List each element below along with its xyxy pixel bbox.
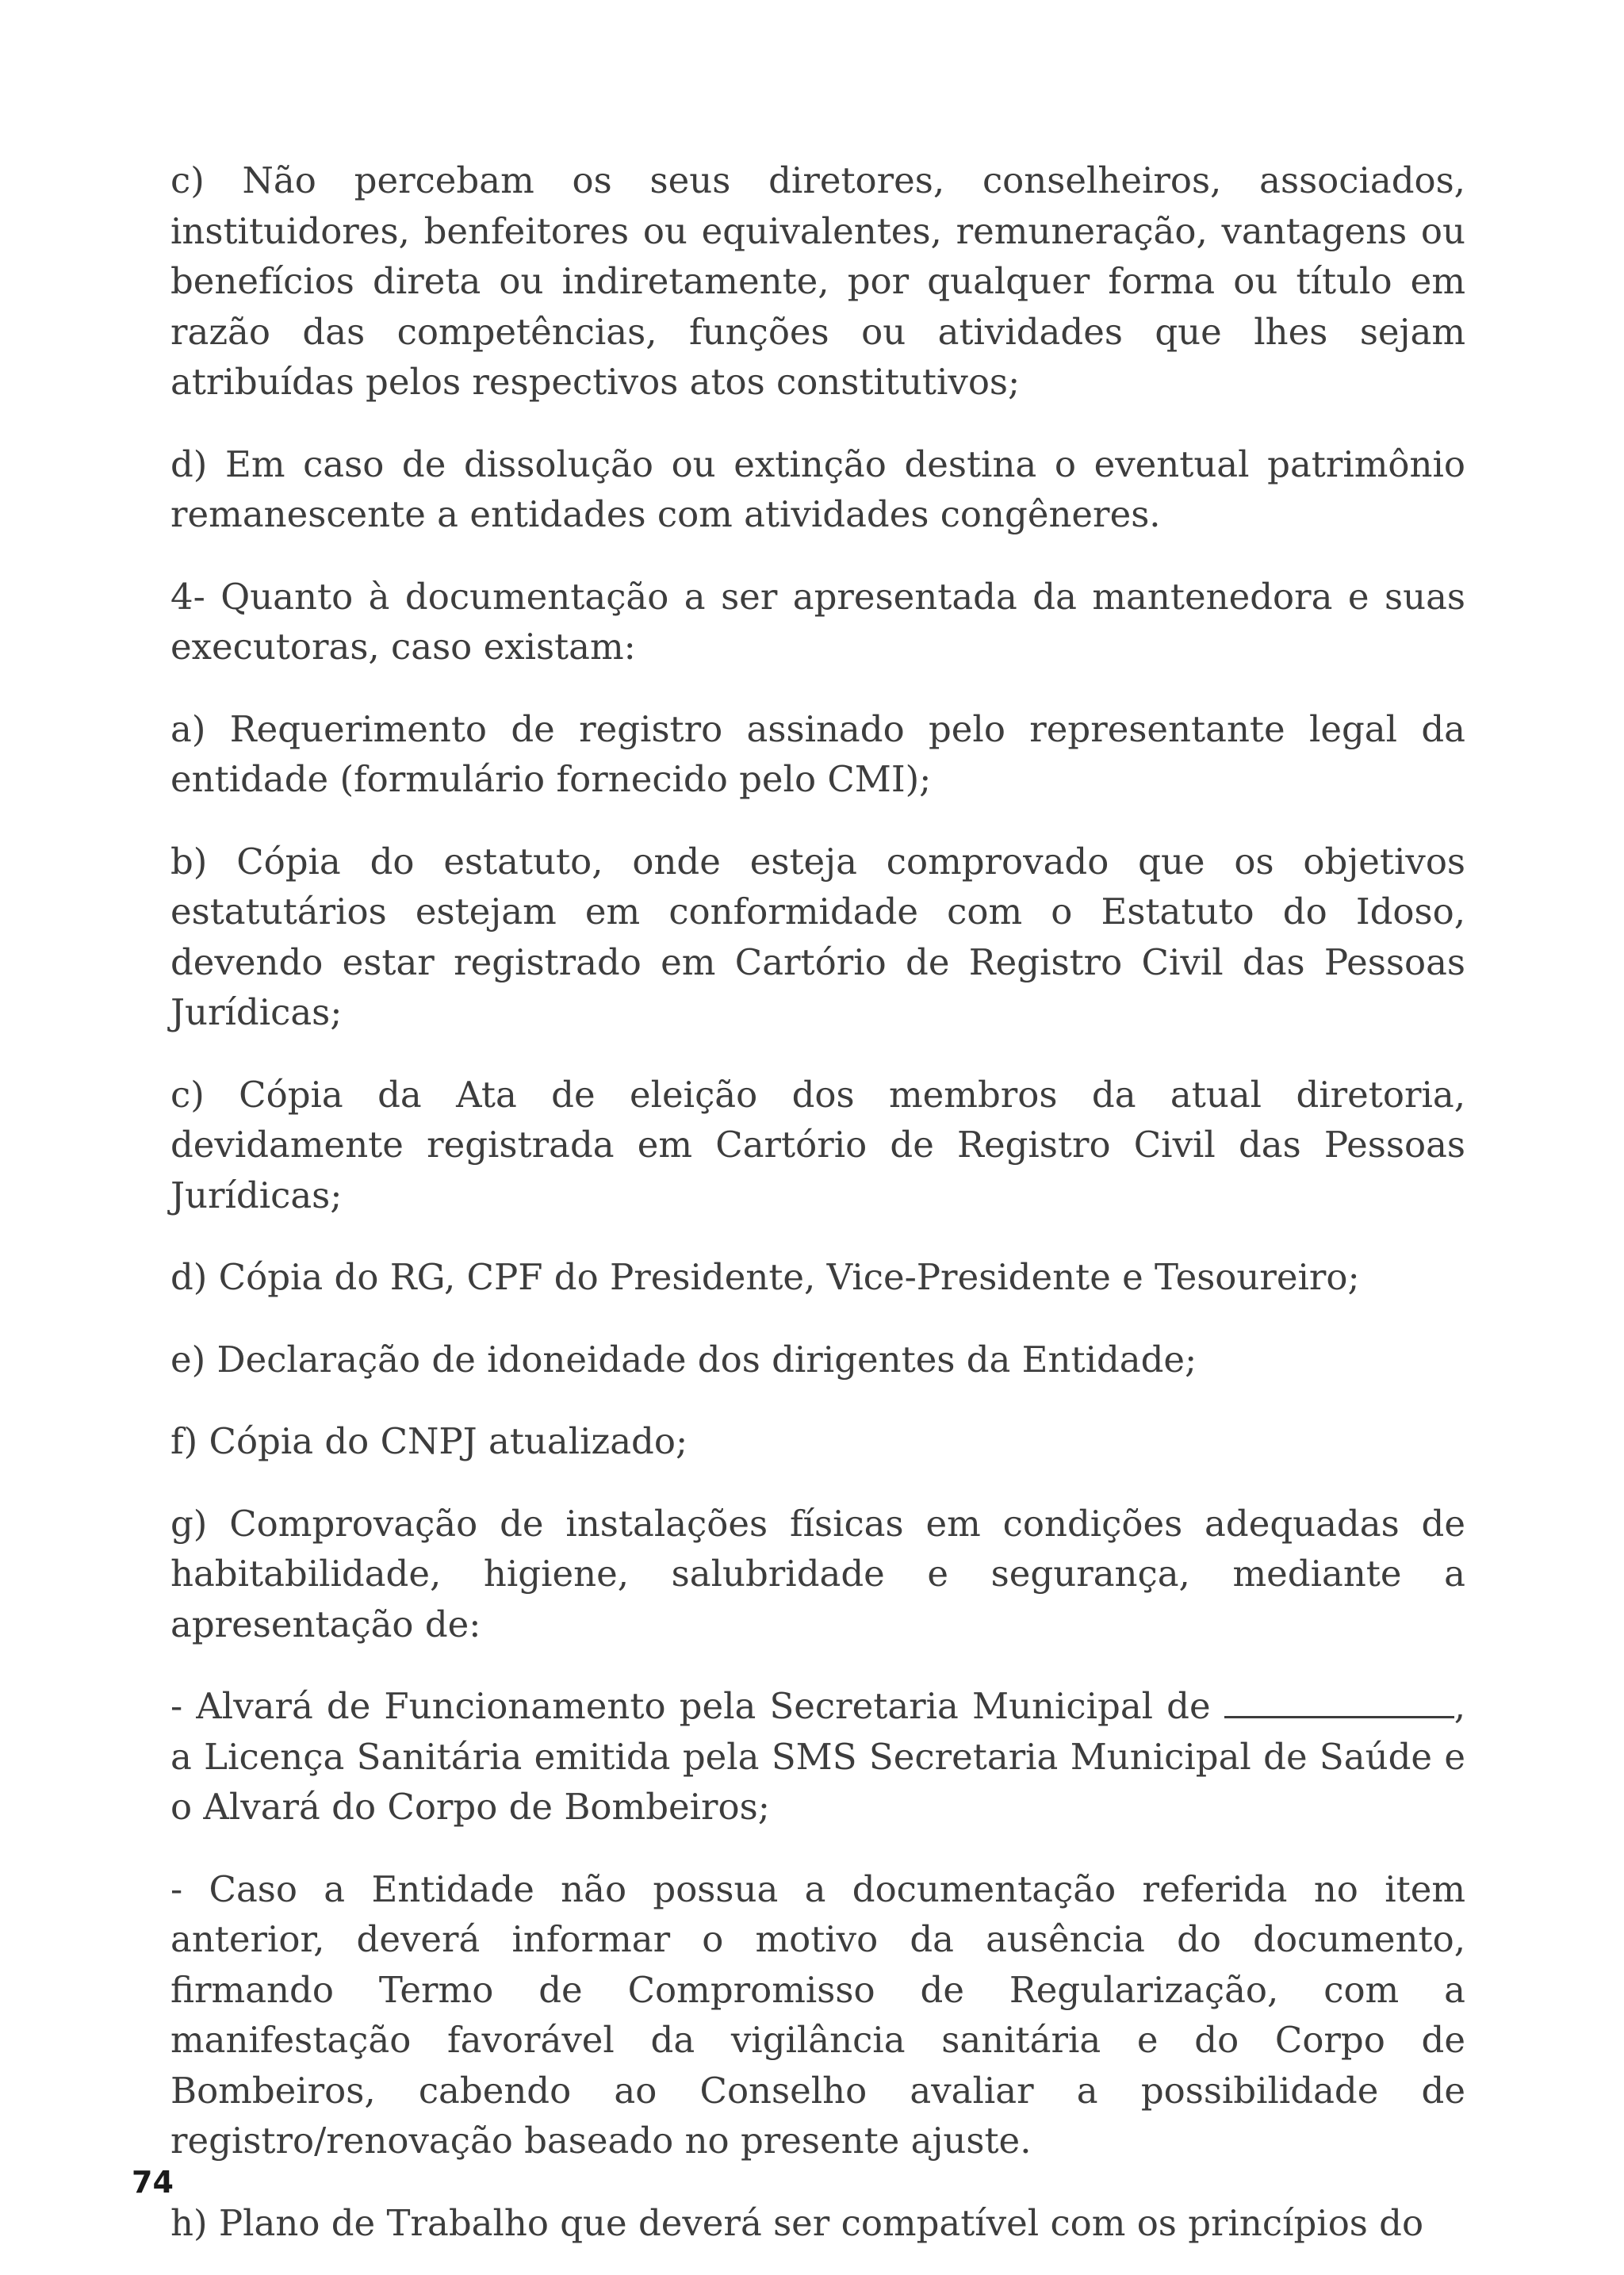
paragraph-c-election-minutes: c) Cópia da Ata de eleição dos membros da atual diretoria, devidamente registrada em Cartório de Registro Civil das Pessoas Jurídicas; — [170, 1073, 1465, 1216]
paragraph-f-cnpj-copy: f) Cópia do CNPJ atualizado; — [170, 1420, 688, 1462]
page-number: 74 — [132, 2165, 174, 2200]
alvara-text-before-blank: - Alvará de Funcionamento pela Secretaria Municipal de — [170, 1685, 1224, 1727]
paragraph-b-statute-copy: b) Cópia do estatuto, onde esteja comprovado que os objetivos estatutários estejam em conformidade com o Estatuto do Idoso, devendo estar registrado em Cartório de Registro Civil das Pessoas Jurídicas; — [170, 840, 1465, 1033]
paragraph-g-facilities-proof: g) Comprovação de instalações físicas em condições adequadas de habitabilidade, higiene, salubridade e segurança, mediante a apresentação de: — [170, 1502, 1465, 1645]
paragraph-alvara-licenses — [170, 1681, 1465, 1833]
document-body — [170, 155, 1465, 2248]
paragraph-4-documentation: 4- Quanto à documentação a ser apresentada da mantenedora e suas executoras, caso existam: — [170, 575, 1465, 668]
fill-in-blank-line — [1224, 1684, 1454, 1718]
paragraph-h-work-plan: h) Plano de Trabalho que deverá ser compatível com os princípios do — [170, 2201, 1424, 2244]
alvara-text-after-blank: , a Licença Sanitária emitida pela SMS Secretaria Municipal de Saúde e o Alvará do Corpo de Bombeiros; — [170, 1685, 1465, 1828]
paragraph-d-dissolution: d) Em caso de dissolução ou extinção destina o eventual patrimônio remanescente a entidades com atividades congêneres. — [170, 442, 1465, 535]
paragraph-d-id-copies: d) Cópia do RG, CPF do Presidente, Vice-Presidente e Tesoureiro; — [170, 1256, 1360, 1298]
paragraph-c-no-remuneration: c) Não percebam os seus diretores, conselheiros, associados, instituidores, benfeitores ou equivalentes, remuneração, vantagens ou benefícios direta ou indiretamente, por qualquer forma ou título em razão das competências, funções ou atividades que lhes sejam atribuídas pelos respectivos atos constitutivos; — [170, 159, 1465, 403]
paragraph-missing-documentation: - Caso a Entidade não possua a documentação referida no item anterior, deverá informar o motivo da ausência do documento, firmando Termo de Compromisso de Regularização, com a manifestação favorável da vigilância sanitária e do Corpo de Bombeiros, cabendo ao Conselho avaliar a possibilidade de registro/renovação baseado no presente ajuste. — [170, 1867, 1465, 2162]
paragraph-a-registration-request: a) Requerimento de registro assinado pelo representante legal da entidade (formulário fornecido pelo CMI); — [170, 707, 1465, 800]
paragraph-e-integrity-declaration: e) Declaração de idoneidade dos dirigentes da Entidade; — [170, 1338, 1197, 1381]
